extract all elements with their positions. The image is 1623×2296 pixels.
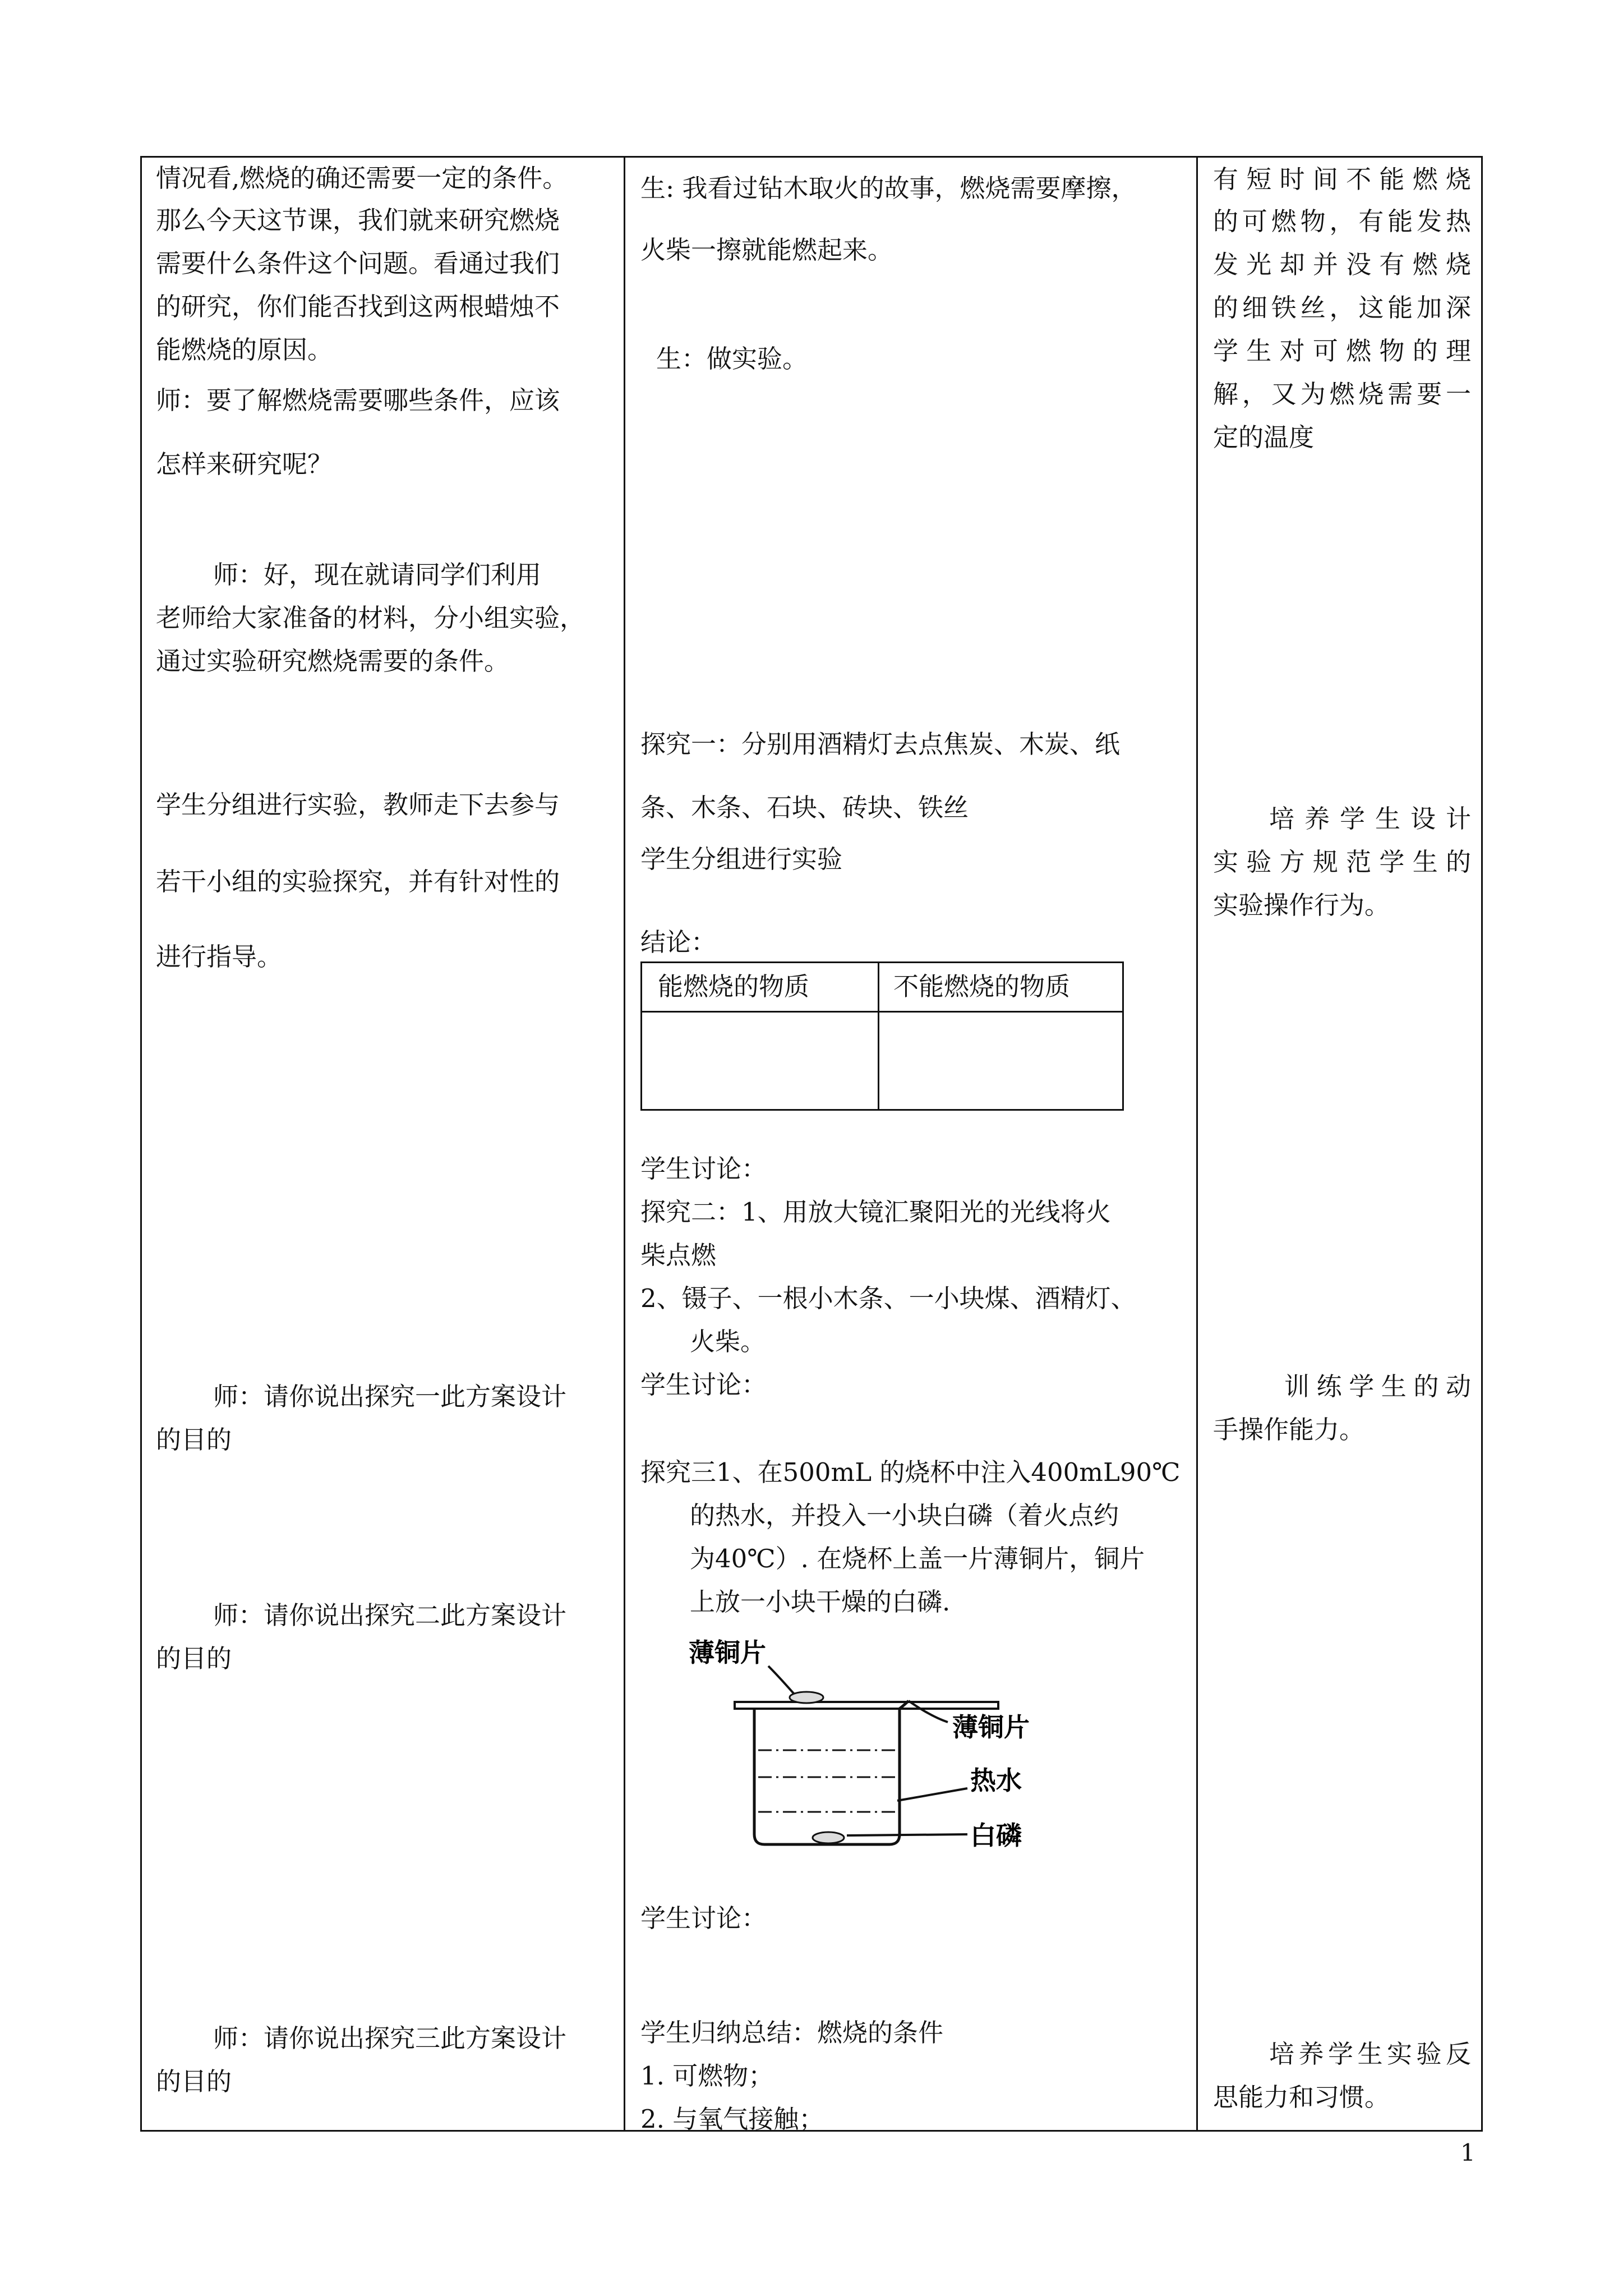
leader-line (897, 1788, 967, 1801)
right-line: 培养学生实验反 (1269, 2039, 1471, 2069)
phosphorus-on-plate (790, 1692, 823, 1703)
right-line: 手操作能力。 (1213, 1415, 1365, 1444)
table-header: 不能燃烧的物质 (893, 972, 1071, 1001)
middle-line: 学生讨论： (640, 1370, 767, 1400)
right-line: 的细铁丝，这能加深 (1213, 293, 1471, 323)
middle-line: 条、木条、石块、砖块、铁丝 (640, 793, 969, 822)
diagram-label: 热水 (970, 1765, 1022, 1796)
left-line: 情况看,燃烧的确还需要一定的条件。 (156, 163, 568, 193)
middle-line: 上放一小块干燥的白磷. (690, 1587, 951, 1617)
column-divider-1 (624, 156, 625, 2132)
middle-line: 学生分组进行实验 (640, 844, 843, 874)
left-line: 的目的 (156, 2067, 232, 2096)
right-line: 的可燃物，有能发热 (1213, 206, 1471, 236)
conclusion-label: 结论： (640, 927, 717, 957)
conclusion-table (640, 961, 1124, 1111)
phosphorus-in-water (813, 1832, 844, 1843)
copper-plate (735, 1702, 998, 1709)
left-line: 师：请你说出探究三此方案设计 (213, 2023, 567, 2053)
middle-line: 探究三1、在500mL 的烧杯中注入400mL90℃ (640, 1457, 1181, 1487)
right-line: 训练学生的动 (1284, 1372, 1471, 1401)
middle-line: 柴点燃 (640, 1240, 717, 1270)
left-line: 通过实验研究燃烧需要的条件。 (156, 646, 510, 676)
middle-line: 生：做实验。 (656, 344, 808, 374)
left-line: 需要什么条件这个问题。看通过我们 (156, 249, 560, 278)
middle-line: 探究一：分别用酒精灯去点焦炭、木炭、纸 (640, 729, 1121, 759)
diagram-label: 白磷 (970, 1820, 1022, 1851)
right-line: 有短时间不能燃烧 (1213, 164, 1471, 194)
beaker-diagram (684, 1632, 1099, 1868)
middle-line: 1. 可燃物； (640, 2061, 774, 2091)
right-line: 思能力和习惯。 (1213, 2082, 1390, 2112)
diagram-label: 薄铜片 (952, 1712, 1030, 1742)
middle-line: 学生讨论： (640, 1154, 767, 1184)
right-line: 定的温度 (1213, 422, 1315, 452)
middle-line: 探究二：1、用放大镜汇聚阳光的光线将火 (640, 1197, 1111, 1227)
left-line: 那么今天这节课，我们就来研究燃烧 (156, 205, 560, 235)
middle-line: 的热水，并投入一小块白磷（着火点约 (690, 1501, 1119, 1530)
left-line: 的目的 (156, 1425, 232, 1455)
left-line: 的研究，你们能否找到这两根蜡烛不 (156, 292, 560, 321)
left-line: 学生分组进行实验，教师走下去参与 (156, 790, 560, 820)
middle-line: 学生讨论： (640, 1903, 767, 1933)
diagram-label: 薄铜片 (689, 1637, 766, 1668)
left-line: 老师给大家准备的材料，分小组实验， (156, 603, 585, 633)
column-divider-2 (1196, 156, 1198, 2132)
middle-line: 2. 与氧气接触； (640, 2104, 824, 2134)
left-line: 师：请你说出探究二此方案设计 (213, 1600, 567, 1630)
leader-line (847, 1834, 967, 1835)
left-line: 进行指导。 (156, 942, 283, 972)
middle-line: 生: 我看过钻木取火的故事，燃烧需要摩擦， (640, 173, 1137, 203)
left-line: 怎样来研究呢？ (156, 449, 333, 479)
left-line: 若干小组的实验探究，并有针对性的 (156, 867, 560, 896)
left-line: 的目的 (156, 1644, 232, 1673)
middle-line: 火柴一擦就能燃起来。 (640, 235, 893, 265)
table-header: 能燃烧的物质 (658, 972, 810, 1001)
left-line: 能燃烧的原因。 (156, 335, 333, 365)
middle-line: 学生归纳总结：燃烧的条件 (640, 2018, 944, 2047)
right-line: 解，又为燃烧需要一 (1213, 379, 1471, 409)
right-line: 实验操作行为。 (1213, 890, 1390, 920)
middle-line: 为40℃）. 在烧杯上盖一片薄铜片，铜片 (690, 1544, 1145, 1573)
left-line: 师：要了解燃烧需要哪些条件，应该 (156, 385, 560, 415)
left-line: 师：好，现在就请同学们利用 (213, 560, 542, 590)
beaker (754, 1701, 909, 1844)
middle-line: 火柴。 (690, 1327, 766, 1356)
right-line: 培养学生设计 (1269, 804, 1471, 834)
right-line: 实验方规范学生的 (1213, 847, 1471, 877)
left-line: 师：请你说出探究一此方案设计 (213, 1382, 567, 1411)
right-line: 发光却并没有燃烧 (1213, 250, 1471, 279)
right-line: 学生对可燃物的理 (1213, 336, 1471, 366)
page-number: 1 (1460, 2139, 1476, 2166)
middle-line: 2、镊子、一根小木条、一小块煤、酒精灯、 (640, 1283, 1136, 1313)
